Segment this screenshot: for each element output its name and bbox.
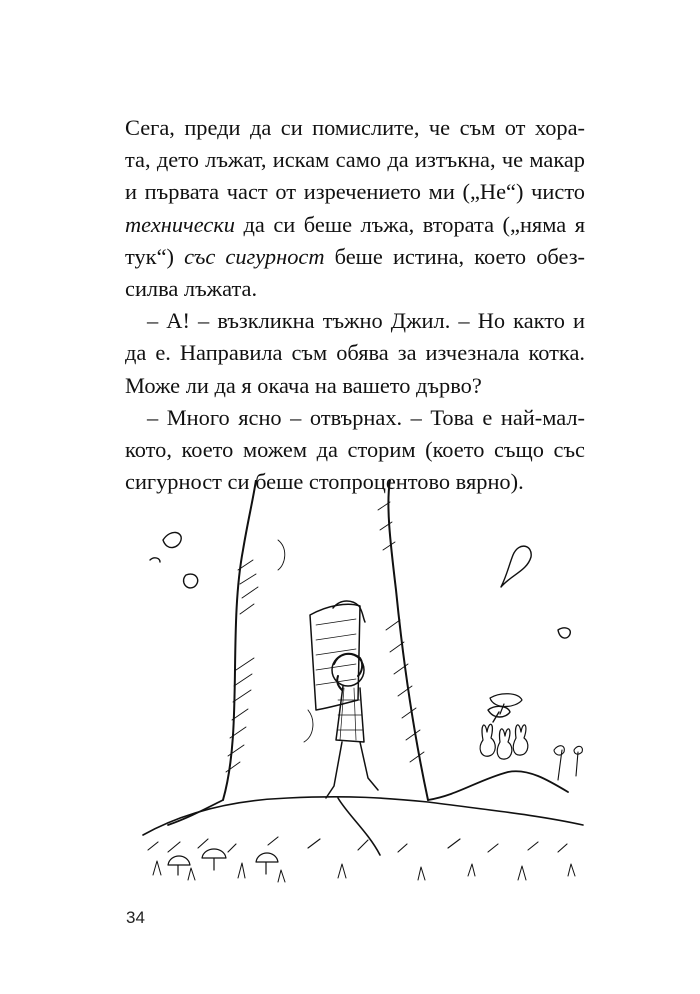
bunnies	[480, 694, 528, 759]
bark-hatching	[226, 502, 424, 772]
girl-legs	[326, 742, 378, 798]
girl-shirt-pattern	[337, 688, 363, 740]
text-line: кото, което можем да сторим (което също със	[125, 437, 585, 463]
text-line: тук“) със сигурност беше истина, което обез-	[125, 243, 586, 269]
text-line: сигурност си беше стопроцентово вярно).	[125, 469, 524, 495]
text-line: да е. Направила съм обява за изчезнала котка.	[125, 340, 585, 366]
flowers	[554, 746, 582, 780]
tree-trunk-left	[223, 480, 256, 800]
text-line: технически да си беше лъжа, втората („няма я	[125, 211, 585, 237]
text-line: та, дето лъжат, искам само да изтъкна, че макар	[125, 147, 585, 173]
text-line: Сега, преди да си помислите, че съм от хора-	[125, 115, 585, 140]
text-line: Може ли да я окача на вашето дърво?	[125, 372, 482, 398]
girl-figure	[310, 601, 378, 798]
tree-trunk-right	[388, 480, 428, 800]
mushrooms	[168, 849, 278, 875]
tree-root-middle	[338, 798, 380, 855]
text-line: и първата част от изречението ми („Не“) чисто	[125, 179, 585, 205]
body-text	[125, 112, 585, 498]
notice-sign	[310, 604, 360, 710]
tree-illustration	[128, 480, 598, 900]
tree-root-right	[428, 771, 568, 800]
text-line: силва лъжата.	[125, 276, 258, 302]
text-line: – Много ясно – отвърнах. – Това е най-мал-	[147, 404, 585, 430]
ground-grass	[153, 861, 575, 882]
text-line: – А! – възкликна тъжно Джил. – Но както и	[147, 308, 585, 334]
tree-root-left	[168, 800, 223, 825]
sign-hatching	[316, 619, 356, 685]
page-number: 34	[126, 908, 145, 927]
